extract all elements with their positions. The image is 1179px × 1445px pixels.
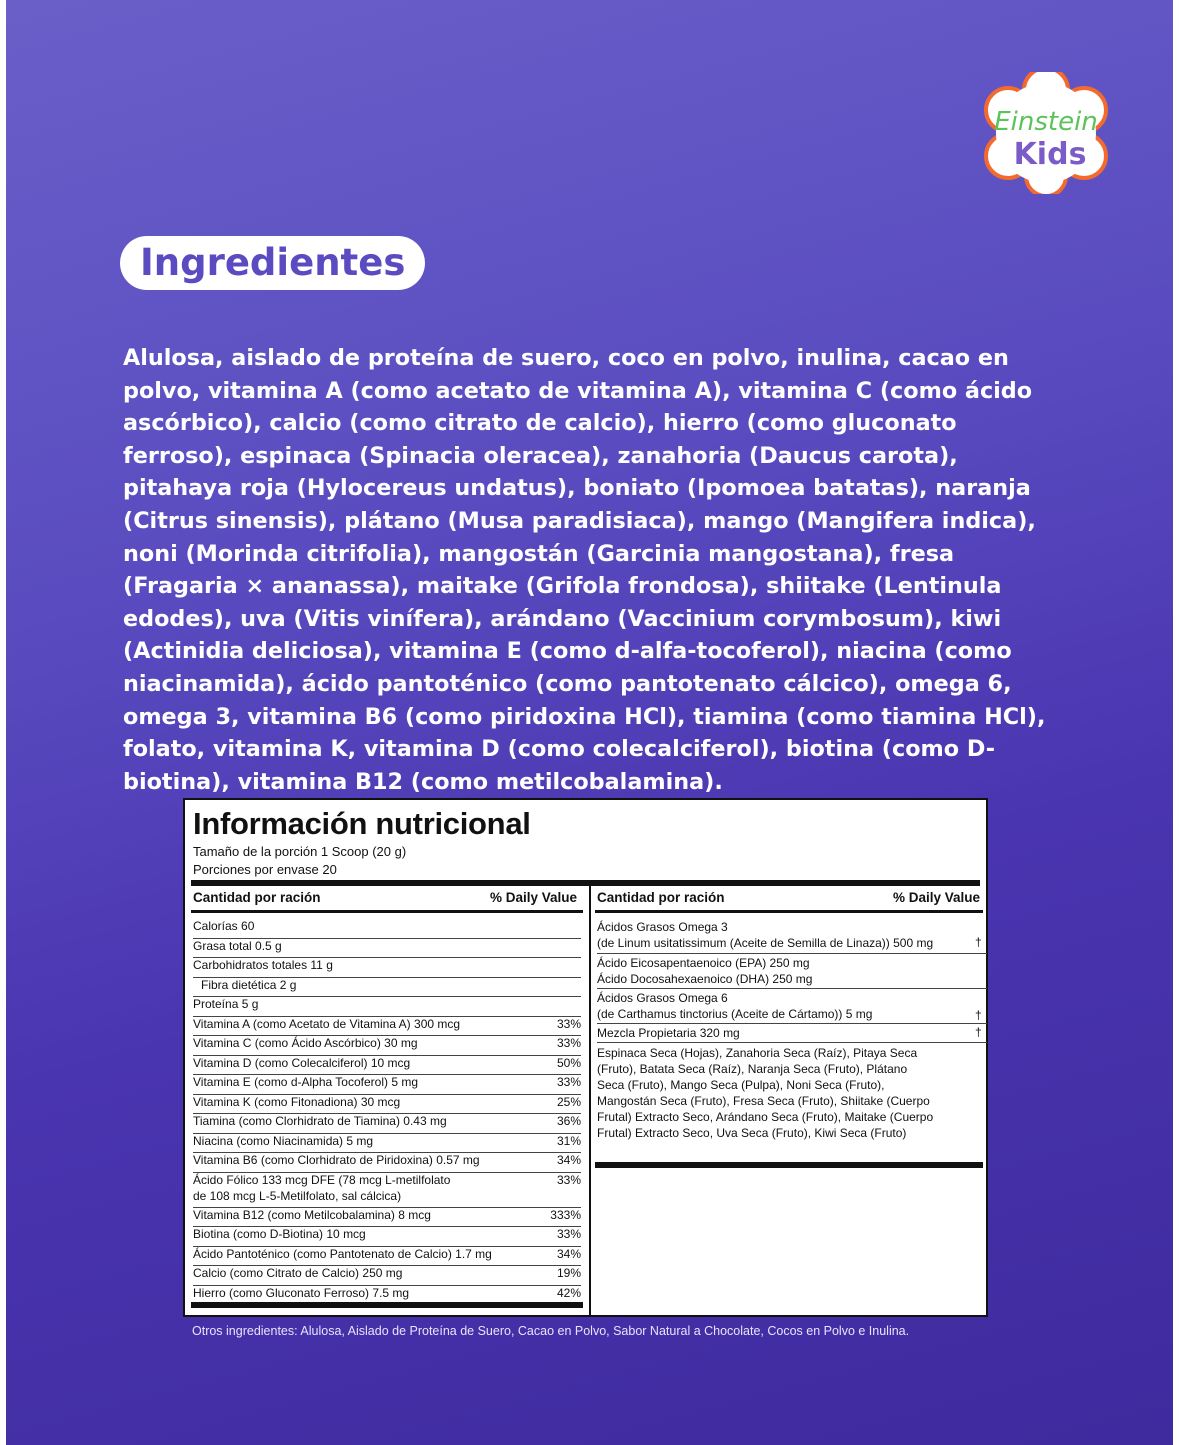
proprietary-blend: Mezcla Propietaria 320 mg <box>597 1026 740 1040</box>
nutrient-name: Ácido Fólico 133 mcg DFE (78 mcg L-metilfolato <box>193 1172 451 1187</box>
nutrient-row <box>193 1227 581 1247</box>
nutrient-row <box>193 1208 581 1228</box>
nutrient-daily-value: 50% <box>556 1055 581 1070</box>
nutrient-name: Calorías 60 <box>193 919 255 933</box>
nutrient-daily-value: 33% <box>556 1172 581 1187</box>
nutrient-name: Calcio (como Citrato de Calcio) 250 mg <box>193 1266 403 1280</box>
divider <box>597 988 987 989</box>
nutrient-name: Fibra dietética 2 g <box>201 977 297 992</box>
ingredients-heading: Ingredientes <box>120 236 425 290</box>
nutrient-row <box>193 919 581 939</box>
column-divider <box>589 880 591 1315</box>
left-bottom-bar <box>191 1302 583 1308</box>
nutrition-title: Información nutricional <box>193 806 531 841</box>
nutrient-name: Vitamina B6 (como Clorhidrato de Piridoxina) 0.57 mg <box>193 1153 480 1167</box>
nutrient-daily-value: 33% <box>556 1227 581 1241</box>
nutrient-daily-value: 19% <box>556 1266 581 1280</box>
omega6-dagger: † <box>975 1008 982 1022</box>
ingredients-text: Alulosa, aislado de proteína de suero, coco en polvo, inulina, cacao en polvo, vitamina A (como acetato de vitamina A), vitamina C (como ácido ascórbico), calcio (como citrato de calcio), hierro (como gluconato ferroso), espinaca (Spinacia oleracea), zanahoria (Daucus carota), pitahaya roja (Hylocereus undatus), boniato (Ipomoea batatas), naranja (Citrus sinensis), plátano (Musa paradisiaca), mango (Mangifera indica), noni (Morinda citrifolia), mangostán (Garcinia mangostana), fresa (Fragaria × ananassa), maitake (Grifola frondosa), shiitake (Lentinula edodes), uva (Vitis vinífera), arándano (Vaccinium corymbosum), kiwi (Actinidia deliciosa), vitamina E (como d-alfa-tocoferol), niacina (como niacinamida), ácido pantoténico (como pantotenato cálcico), omega 6, omega 3, vitamina B6 (como piridoxina HCl), tiamina (como tiamina HCl), folato, vitamina K, vitamina D (como colecalciferol), biotina (como D-biotina), vitamina B12 (como metilcobalamina). <box>123 345 1046 795</box>
nutrient-row <box>193 1266 581 1286</box>
nutrient-daily-value: 36% <box>556 1114 581 1128</box>
omega3-source: (de Linum usitatissimum (Aceite de Semilla de Linaza)) 500 mg <box>597 936 934 950</box>
nutrient-name: Tiamina (como Clorhidrato de Tiamina) 0.43 mg <box>193 1114 447 1128</box>
nutrient-row <box>193 978 581 998</box>
omega3-title: Ácidos Grasos Omega 3 <box>597 920 728 934</box>
logo-text-einstein: Einstein <box>994 107 1098 137</box>
nutrient-row <box>193 1017 581 1037</box>
nutrient-name-line2: de 108 mcg L-5-Metilfolato, sal cálcica) <box>193 1188 402 1203</box>
nutrient-row <box>193 1036 581 1056</box>
nutrient-daily-value: 25% <box>556 1094 581 1109</box>
nutrient-name: Vitamina B12 (como Metilcobalamina) 8 mcg <box>193 1207 431 1222</box>
serving-size: Tamaño de la porción 1 Scoop (20 g) <box>193 844 407 859</box>
nutrient-row <box>193 1095 581 1115</box>
nutrient-name: Grasa total 0.5 g <box>193 938 282 953</box>
left-amount-header: Cantidad por ración <box>193 890 321 905</box>
nutrient-row <box>193 1075 581 1095</box>
nutrient-daily-value: 34% <box>556 1153 581 1167</box>
nutrient-daily-value: 42% <box>556 1285 581 1300</box>
divider <box>597 1042 987 1043</box>
nutrient-name: Carbohidratos totales 11 g <box>193 958 333 972</box>
dha-line: Ácido Docosahexaenoico (DHA) 250 mg <box>597 972 813 986</box>
nutrient-row <box>193 958 581 978</box>
nutrient-name: Proteína 5 g <box>193 997 259 1011</box>
nutrition-facts-label <box>183 798 988 1317</box>
right-header-bar <box>595 910 983 913</box>
omega6-title: Ácidos Grasos Omega 6 <box>597 991 728 1005</box>
right-dv-header: % Daily Value <box>893 890 981 905</box>
omega3-dagger: † <box>975 935 982 949</box>
nutrient-name: Vitamina C (como Ácido Ascórbico) 30 mg <box>193 1036 418 1050</box>
nutrient-row <box>193 1134 581 1154</box>
blend-dagger: † <box>975 1025 982 1039</box>
nutrient-row <box>193 1153 581 1173</box>
nutrient-row <box>193 1056 581 1076</box>
nutrient-row <box>193 1114 581 1134</box>
nutrient-name: Biotina (como D-Biotina) 10 mcg <box>193 1227 366 1241</box>
einstein-kids-logo <box>976 72 1116 194</box>
divider <box>597 1023 987 1024</box>
logo-text-kids: Kids <box>1013 137 1087 172</box>
nutrient-name: Niacina (como Niacinamida) 5 mg <box>193 1133 374 1148</box>
nutrient-row <box>193 997 581 1017</box>
top-thick-bar <box>191 880 980 886</box>
nutrient-daily-value: 333% <box>550 1207 581 1222</box>
nutrient-daily-value: 33% <box>556 1036 581 1050</box>
nutrient-row <box>193 939 581 959</box>
nutrient-row <box>193 1247 581 1267</box>
nutrient-name: Vitamina K (como Fitonadiona) 30 mcg <box>193 1094 401 1109</box>
nutrient-daily-value: 31% <box>556 1133 581 1148</box>
left-dv-header: % Daily Value <box>490 890 578 905</box>
servings-per-container: Porciones por envase 20 <box>193 862 337 877</box>
nutrient-name: Vitamina D (como Colecalciferol) 10 mcg <box>193 1055 411 1070</box>
omega6-source: (de Carthamus tinctorius (Aceite de Cártamo)) 5 mg <box>597 1007 873 1021</box>
nutrient-name: Ácido Pantoténico (como Pantotenato de Calcio) 1.7 mg <box>193 1246 492 1261</box>
blend-ingredients: Espinaca Seca (Hojas), Zanahoria Seca (Raíz), Pitaya Seca (Fruto), Batata Seca (Raíz), Naranja Seca (Fruto), Plátano Seca (Fruto), Mango Seca (Pulpa), Noni Seca (Fruto), Mangostán Seca (Fruto), Fresa Seca (Fruto), Shiitake (Cuerpo Frutal) Extracto Seco, Arándano Seca (Fruto), Maitake (Cuerpo Frutal) Extracto Seco, Uva Seca (Fruto), Kiwi Seca (Fruto) <box>597 1046 934 1140</box>
nutrient-daily-value: 34% <box>556 1246 581 1261</box>
left-header-bar <box>191 910 583 913</box>
nutrient-daily-value: 33% <box>556 1016 581 1031</box>
right-bottom-bar <box>595 1162 983 1168</box>
other-ingredients-note: Otros ingredientes: Alulosa, Aislado de Proteína de Suero, Cacao en Polvo, Sabor Natural a Chocolate, Cocos en Polvo e Inulina. <box>192 1324 910 1338</box>
divider <box>597 953 987 954</box>
nutrient-name: Hierro (como Gluconato Ferroso) 7.5 mg <box>193 1285 410 1300</box>
nutrient-row <box>193 1173 581 1208</box>
nutrient-name: Vitamina E (como d-Alpha Tocoferol) 5 mg <box>193 1075 418 1089</box>
nutrient-daily-value: 33% <box>556 1075 581 1089</box>
right-amount-header: Cantidad por ración <box>597 890 725 905</box>
epa-line: Ácido Eicosapentaenoico (EPA) 250 mg <box>597 956 810 970</box>
nutrient-name: Vitamina A (como Acetato de Vitamina A) 300 mcg <box>193 1016 461 1031</box>
